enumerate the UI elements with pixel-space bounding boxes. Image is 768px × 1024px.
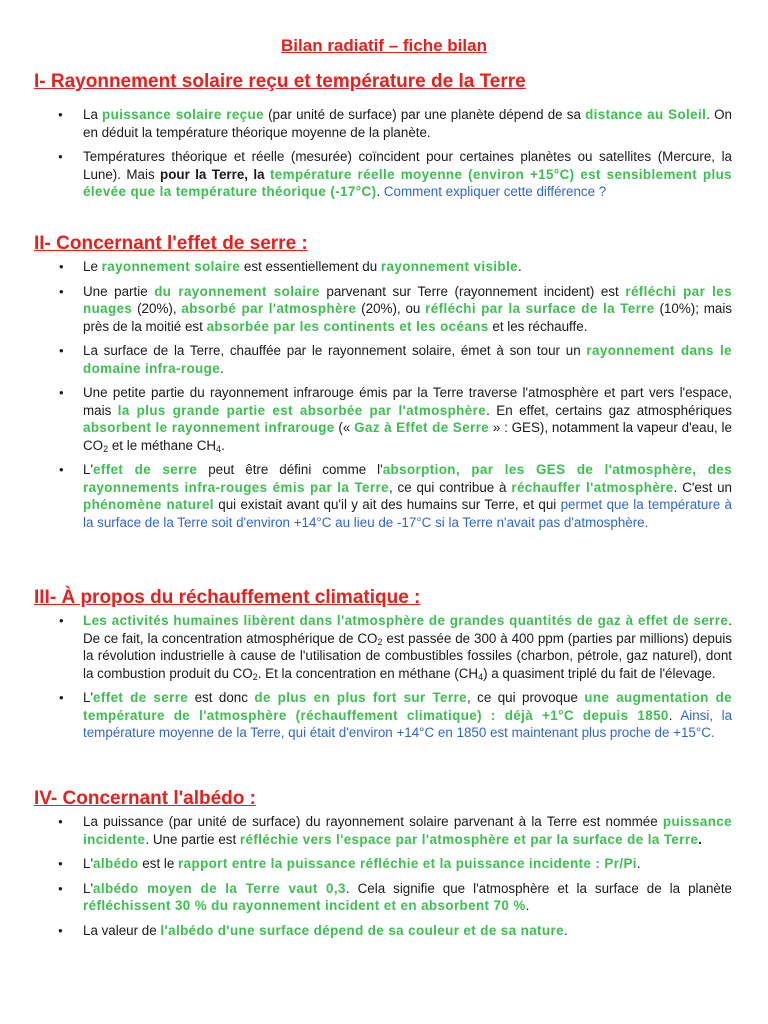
body-text: (par unité de surface) par une planète dépend de sa [263, 107, 586, 122]
body-text: L' [83, 856, 94, 871]
highlight-text: phénomène naturel [83, 497, 214, 512]
bullet-item [56, 384, 732, 454]
body-text: . C'est un [673, 479, 732, 495]
body-text: ) a quasiment triplé du fait de l'élevage. [483, 665, 716, 681]
body-text: . [221, 437, 225, 453]
body-text: . De ce fait, la concentration atmosphérique de CO [83, 613, 732, 646]
body-text: peut être défini comme l' [197, 462, 383, 477]
highlight-text: rayonnement solaire [101, 259, 241, 274]
body-text: La [83, 107, 103, 122]
bullet-item [56, 813, 732, 848]
body-text: . [517, 259, 522, 274]
section-3-list [56, 612, 732, 749]
highlight-text: la plus grande partie est absorbée par l'atmosphère [117, 402, 487, 418]
highlight-text: Les activités humaines libèrent dans l'atmosphère de grandes quantités de gaz à effet de serre [83, 613, 729, 628]
body-text: , ce qui provoque [466, 690, 585, 705]
body-text: est essentiellement du [240, 259, 381, 274]
bullet-item [56, 880, 732, 915]
bullet-item [56, 283, 732, 336]
body-text: . [376, 184, 384, 199]
highlight-text: l'albédo d'une surface dépend de sa couleur et de sa nature [160, 922, 564, 938]
body-text: parvenant sur Terre (rayonnement incident) est [319, 283, 626, 299]
body-text: . Une partie est [145, 831, 240, 847]
highlight-text: Gaz à Effet de Serre [354, 420, 490, 435]
section-4-heading: IV- Concernant l'albédo : [34, 788, 256, 809]
body-text: . [668, 707, 681, 723]
document-title: Bilan radiatif – fiche bilan [281, 36, 487, 55]
highlight-text: puissance solaire reçue [102, 107, 264, 122]
highlight-text: effet de serre [93, 462, 198, 477]
body-text: L' [83, 462, 94, 477]
body-text: La surface de la Terre, chauffée par le rayonnement solaire, émet à son tour un [83, 343, 587, 358]
highlight-text: distance au Soleil [585, 107, 707, 122]
subscript: 2 [103, 443, 109, 454]
highlight-text: réfléchie vers l'espace par l'atmosphère et par la surface de la Terre [239, 831, 699, 847]
highlight-text: température réelle moyenne (environ +15°C) est sensiblement plus élevée que la température théorique (-17°C) [83, 166, 732, 199]
highlight-text: réchauffer l'atmosphère [511, 479, 674, 495]
bullet-item [56, 342, 732, 377]
highlight-text: absorption, par les GES de l'atmosphère, des rayonnements infra-rouges émis par la Terre [83, 462, 732, 495]
body-text: (20%), [132, 301, 182, 316]
body-text: et les réchauffe. [488, 318, 588, 334]
bullet-item [56, 258, 732, 276]
section-3-heading: III- À propos du réchauffement climatique : [34, 587, 421, 608]
section-2-heading: II- Concernant l'effet de serre : [34, 233, 308, 254]
highlight-text: puissance incidente [83, 814, 732, 847]
body-text: . On en déduit la température théorique moyenne de la planète. [83, 107, 732, 140]
body-text: L' [83, 880, 94, 896]
highlight-text: absorbent le rayonnement infrarouge [83, 420, 335, 435]
body-text: (20%), ou [356, 301, 426, 316]
highlight-text: albédo moyen de la Terre vaut 0,3 [93, 880, 346, 896]
highlight-text: réfléchi par la surface de la Terre [425, 301, 655, 316]
body-text: Températures théorique et réelle (mesurée) coïncident pour certaines planètes ou satellites (Mercure, la Lune). Mais [83, 149, 732, 182]
body-text: (10%); mais près de la moitié est [83, 301, 733, 334]
highlight-text: rayonnement dans le domaine infra-rouge [83, 343, 732, 376]
bullet-item [56, 461, 732, 531]
highlight-text: rayonnement visible [380, 259, 518, 274]
highlight-text: de plus en plus fort sur Terre [254, 690, 467, 705]
body-text: est le [138, 856, 179, 871]
highlight-text: effet de serre [93, 690, 189, 705]
bullet-item [56, 148, 732, 201]
body-text: Une petite partie du rayonnement infrarouge émis par la Terre traverse l'atmosphère et part vers l'espace, mais [83, 385, 732, 418]
body-text: . En effet, certains gaz atmosphériques [486, 402, 732, 418]
highlight-text: absorbée par les continents et les océans [206, 318, 489, 334]
section-4-list [56, 813, 732, 946]
bullet-item [56, 855, 732, 873]
bullet-item [56, 106, 732, 141]
highlight-text: rapport entre la puissance réfléchie et la puissance incidente : Pr/Pi [178, 856, 637, 871]
bold-text: pour la Terre, la [160, 166, 265, 182]
body-text: , ce qui contribue à [388, 479, 512, 495]
body-text: Le [83, 259, 102, 274]
subscript: 4 [216, 443, 222, 454]
question-text: permet que la température à la surface de la Terre soit d'environ +14°C au lieu de -17°C si la Terre n'avait pas d'atmosphère. [83, 497, 733, 530]
body-text: Une partie [83, 283, 155, 299]
question-text: Comment expliquer cette différence ? [383, 184, 607, 199]
body-text: La valeur de [83, 922, 161, 938]
body-text: . [563, 922, 568, 938]
bullet-item [56, 689, 732, 742]
subscript: 4 [478, 671, 484, 682]
subscript: 2 [377, 636, 383, 647]
body-text: qui existait avant qu'il y ait des humains sur Terre, et qui [213, 497, 561, 512]
body-text: . Cela signifie que l'atmosphère et la surface de la planète [345, 880, 733, 896]
bold-text: . [698, 831, 703, 847]
body-text: est passée de 300 à 400 ppm (parties par millions) depuis la révolution industrielle à cause de l'utilisation de combustibles fossiles (charbon, pétrole, gaz naturel), dont la combustion produit du CO [83, 630, 732, 681]
body-text: . Et la concentration en méthane (CH [257, 665, 479, 681]
body-text: et le méthane CH [108, 437, 217, 453]
body-text: . [525, 898, 530, 913]
body-text: . [220, 360, 224, 376]
body-text: (« [334, 420, 355, 435]
section-2-list [56, 258, 732, 538]
section-1-heading: I- Rayonnement solaire reçu et température de la Terre [34, 71, 526, 92]
question-text: Ainsi, la température moyenne de la Terre, qui était d'environ +14°C en 1850 est maintenant plus proche de +15°C. [83, 707, 733, 740]
highlight-text: absorbé par l'atmosphère [181, 301, 357, 316]
body-text: » : GES), notamment la vapeur d'eau, le CO [83, 420, 732, 453]
highlight-text: réfléchi par les nuages [83, 283, 732, 316]
highlight-text: albédo [93, 856, 139, 871]
section-1-list [56, 106, 732, 208]
bullet-item [56, 612, 732, 682]
body-text: La puissance (par unité de surface) du rayonnement solaire parvenant à la Terre est nommée [83, 814, 663, 829]
bullet-item [56, 922, 732, 940]
subscript: 2 [252, 671, 258, 682]
highlight-text: réfléchissent 30 % du rayonnement incident et en absorbent 70 % [83, 898, 526, 913]
highlight-text: une augmentation de température de l'atmosphère (réchauffement climatique) : déjà +1°C depuis 1850 [83, 690, 732, 723]
body-text: . [636, 856, 641, 871]
body-text: est donc [188, 690, 255, 705]
highlight-text: du rayonnement solaire [154, 283, 320, 299]
body-text: L' [83, 690, 94, 705]
